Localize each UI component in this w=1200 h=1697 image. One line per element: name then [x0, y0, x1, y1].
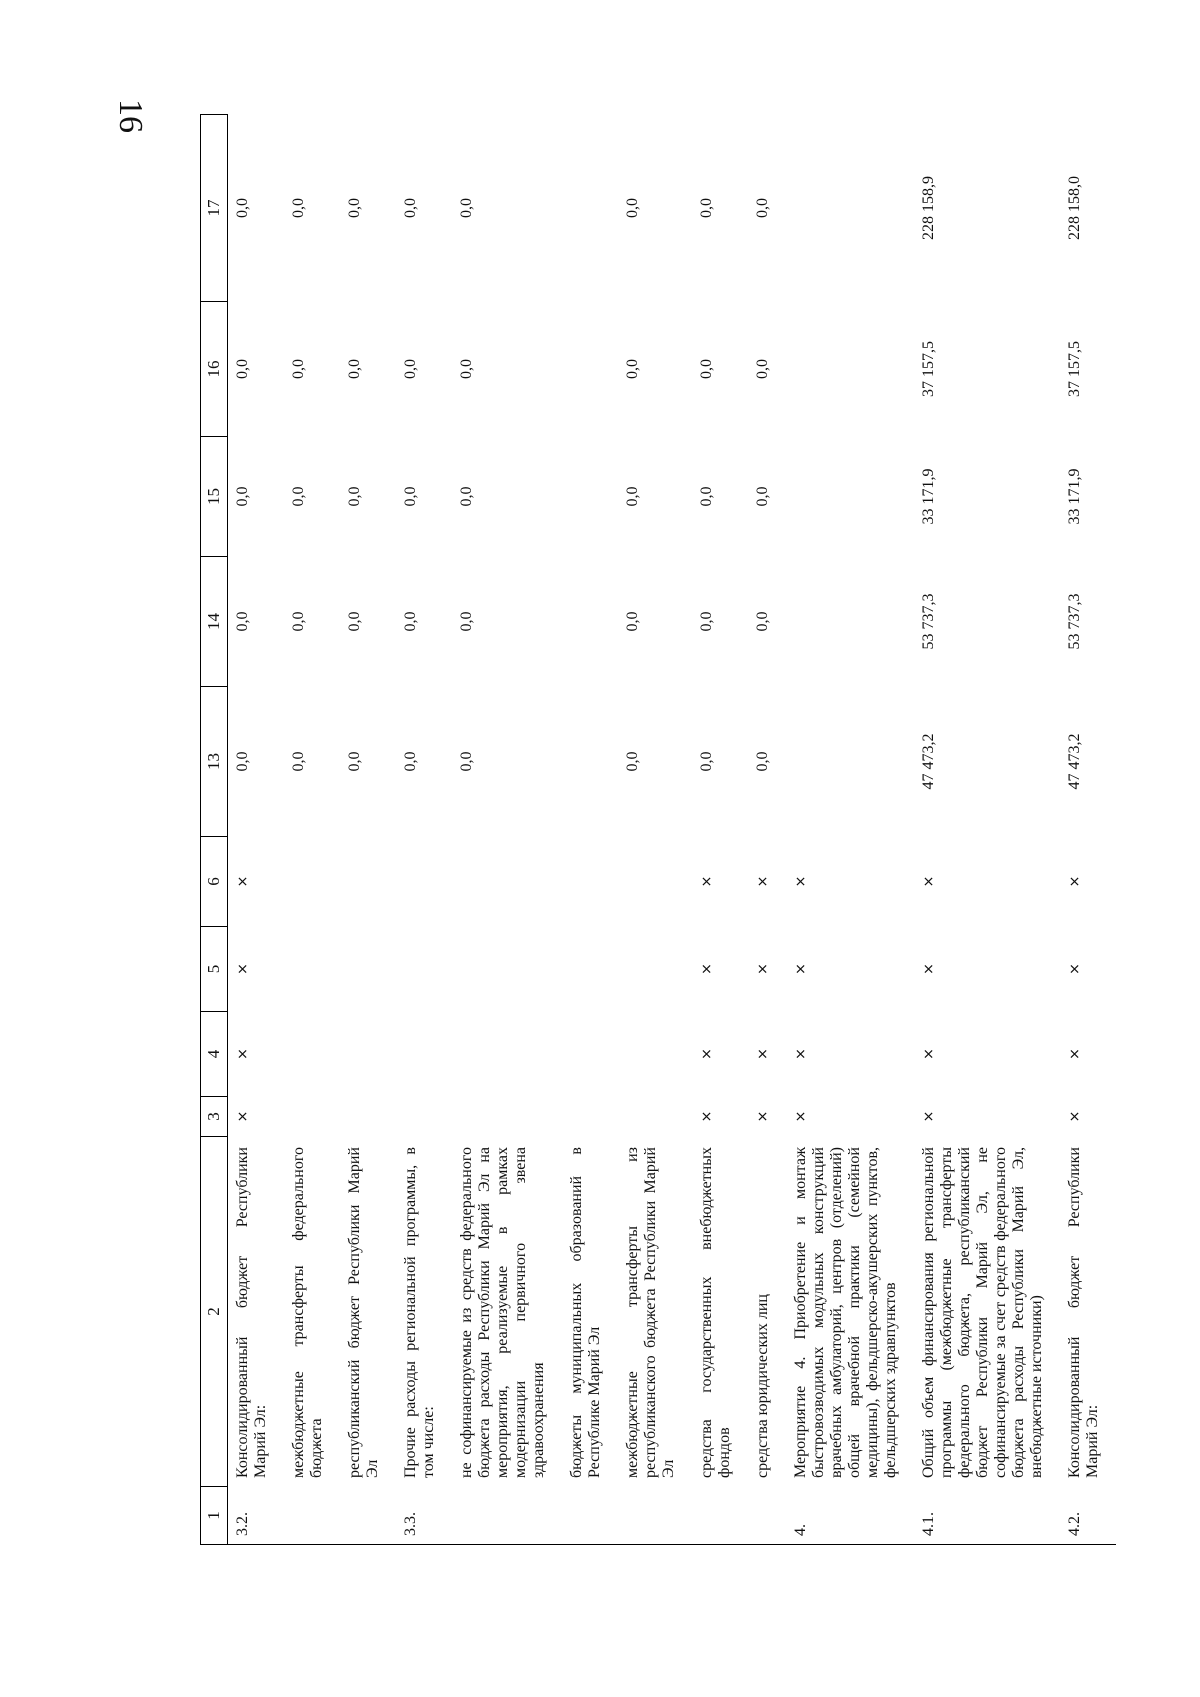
cell-c3: × [921, 1110, 937, 1123]
cell-c1: 3.3. [396, 1487, 452, 1545]
cell-c5: × [699, 963, 715, 975]
table-body [228, 115, 1117, 1545]
cell-c2: средства юридических лиц [754, 1294, 771, 1478]
cell-c13: 0,0 [290, 751, 307, 772]
cell-c14: 0,0 [234, 611, 251, 632]
cell-c17: 0,0 [234, 198, 251, 218]
cell-c4 [618, 1012, 692, 1097]
cell-c6: × [921, 875, 937, 888]
cell-c13: 0,0 [346, 751, 363, 772]
cell-c5: × [921, 963, 937, 975]
cell-c2: республиканский бюджет Республики Марий Эл [346, 1147, 381, 1478]
cell-c14: 0,0 [624, 611, 641, 632]
cell-c16: 37 157,5 [1066, 341, 1083, 397]
cell-c5: × [1067, 963, 1083, 975]
cell-c6 [340, 837, 396, 927]
table-row [562, 115, 618, 1545]
cell-c2: Мероприятие 4. Приобретение и монтаж быстровозводимых модульных конструкций врачебных амбулаторий, центров (отделений) общей врачебной практики (семейной медицины), фельдшерско-акушерских пунктов, фельдшерских здравпунктов [792, 1147, 899, 1478]
cell-c6 [562, 837, 618, 927]
cell-c3 [562, 1097, 618, 1137]
cell-c1 [562, 1487, 618, 1545]
table-row [786, 115, 914, 1545]
cell-c15: 33 171,9 [920, 468, 937, 525]
header-cell-6: 6 [201, 837, 228, 927]
cell-c2: Прочие расходы региональной программы, в том числе: [402, 1147, 437, 1478]
cell-c6 [618, 837, 692, 927]
cell-c1: 4.1. [914, 1487, 1060, 1545]
cell-c6 [396, 837, 452, 927]
cell-c17 [562, 115, 618, 302]
cell-c3 [396, 1097, 452, 1137]
cell-c4: × [1067, 1048, 1083, 1060]
cell-c14: 53 737,3 [1066, 593, 1083, 650]
cell-c16: 0,0 [402, 359, 419, 379]
cell-c1 [748, 1487, 786, 1545]
header-cell-1: 1 [201, 1487, 228, 1545]
table-row [914, 115, 1060, 1545]
cell-c17: 0,0 [754, 198, 771, 218]
cell-c5 [340, 927, 396, 1012]
cell-c13: 47 473,2 [920, 733, 937, 790]
cell-c14: 53 737,3 [920, 593, 937, 650]
cell-c13: 0,0 [234, 751, 251, 772]
cell-c2: межбюджетные трансферты федерального бюджета [290, 1147, 325, 1478]
cell-c5: × [755, 963, 771, 975]
cell-c3 [618, 1097, 692, 1137]
header-cell-3: 3 [201, 1097, 228, 1137]
cell-c14: 0,0 [754, 611, 771, 632]
cell-c3 [452, 1097, 562, 1137]
cell-c16: 0,0 [754, 359, 771, 379]
header-cell-4: 4 [201, 1012, 228, 1097]
header-cell-14: 14 [201, 557, 228, 687]
cell-c13: 47 473,2 [1066, 733, 1083, 790]
cell-c16 [786, 302, 914, 437]
header-cell-15: 15 [201, 437, 228, 557]
cell-c2: Консолидированный бюджет Республики Марий Эл: [1066, 1147, 1101, 1478]
header-cell-13: 13 [201, 687, 228, 837]
cell-c4 [452, 1012, 562, 1097]
cell-c4 [562, 1012, 618, 1097]
cell-c5: × [235, 963, 251, 975]
cell-c3: × [793, 1110, 809, 1123]
cell-c1: 4. [786, 1487, 914, 1545]
cell-c17: 228 158,0 [1066, 176, 1083, 240]
cell-c14: 0,0 [346, 611, 363, 632]
cell-c15: 0,0 [624, 486, 641, 507]
cell-c3 [340, 1097, 396, 1137]
header-cell-17: 17 [201, 115, 228, 302]
cell-c3: × [1067, 1110, 1083, 1123]
header-cell-5: 5 [201, 927, 228, 1012]
cell-c3 [284, 1097, 340, 1137]
cell-c2: не софинансируемые из средств федерального бюджета расходы Республики Марий Эл на мероприятия, реализуемые в рамках модернизации первичного звена здравоохранения [458, 1147, 547, 1478]
financing-table [200, 114, 1116, 1545]
cell-c17: 0,0 [346, 198, 363, 218]
cell-c15: 0,0 [290, 486, 307, 507]
cell-c5 [396, 927, 452, 1012]
cell-c2: средства государственных внебюджетных фондов [698, 1147, 733, 1478]
cell-c13 [562, 687, 618, 837]
cell-c15: 0,0 [402, 486, 419, 507]
table-row [618, 115, 692, 1545]
cell-c15: 33 171,9 [1066, 468, 1083, 525]
cell-c2: Общий объем финансирования региональной программы (межбюджетные трансферты федерального бюджета, республиканский бюджет Республики Марий Эл, не софинансируемые за счет средств федерального бюджета расходы Республики Марий Эл, внебюджетные источники) [920, 1147, 1045, 1478]
cell-c16: 0,0 [346, 359, 363, 379]
cell-c13: 0,0 [624, 751, 641, 772]
table-row [396, 115, 452, 1545]
cell-c4: × [755, 1048, 771, 1060]
cell-c14: 0,0 [290, 611, 307, 632]
cell-c15: 0,0 [754, 486, 771, 507]
cell-c2: Консолидированный бюджет Республики Марий Эл: [234, 1147, 269, 1478]
cell-c3: × [755, 1110, 771, 1123]
cell-c17: 0,0 [698, 198, 715, 218]
cell-c17 [786, 115, 914, 302]
table-row [748, 115, 786, 1545]
cell-c15: 0,0 [698, 486, 715, 507]
header-cell-2: 2 [201, 1137, 228, 1487]
cell-c2: межбюджетные трансферты из республиканского бюджета Республики Марий Эл [624, 1147, 677, 1478]
cell-c1: 4.2. [1060, 1487, 1116, 1545]
cell-c15: 0,0 [234, 486, 251, 507]
table-row [1060, 115, 1116, 1545]
cell-c4: × [793, 1048, 809, 1060]
cell-c15 [786, 437, 914, 557]
header-cell-16: 16 [201, 302, 228, 437]
cell-c16: 0,0 [290, 359, 307, 379]
cell-c6: × [793, 875, 809, 888]
table-row [228, 115, 285, 1545]
cell-c13: 0,0 [402, 751, 419, 772]
cell-c4: × [235, 1048, 251, 1060]
cell-c6: × [235, 875, 251, 888]
cell-c13: 0,0 [698, 751, 715, 772]
cell-c15 [562, 437, 618, 557]
table-row [340, 115, 396, 1545]
cell-c13 [786, 687, 914, 837]
cell-c16: 0,0 [234, 359, 251, 379]
cell-c4 [284, 1012, 340, 1097]
cell-c15: 0,0 [458, 486, 475, 507]
cell-c6: × [699, 875, 715, 888]
cell-c17: 0,0 [624, 198, 641, 218]
cell-c4 [340, 1012, 396, 1097]
cell-c16 [562, 302, 618, 437]
cell-c17: 0,0 [402, 198, 419, 218]
cell-c6: × [755, 875, 771, 888]
table-row [452, 115, 562, 1545]
cell-c5 [562, 927, 618, 1012]
cell-c16: 0,0 [698, 359, 715, 379]
cell-c16: 37 157,5 [920, 341, 937, 397]
rotated-table-frame [200, 115, 1101, 1545]
table-row [284, 115, 340, 1545]
cell-c4 [396, 1012, 452, 1097]
cell-c14 [786, 557, 914, 687]
cell-c5 [452, 927, 562, 1012]
cell-c13: 0,0 [754, 751, 771, 772]
cell-c3: × [235, 1110, 251, 1123]
cell-c17: 0,0 [290, 198, 307, 218]
cell-c5 [284, 927, 340, 1012]
cell-c6 [452, 837, 562, 927]
cell-c16: 0,0 [624, 359, 641, 379]
cell-c14: 0,0 [402, 611, 419, 632]
cell-c3: × [699, 1110, 715, 1123]
cell-c4: × [921, 1048, 937, 1060]
cell-c1 [452, 1487, 562, 1545]
cell-c2: бюджеты муниципальных образований в Республике Марий Эл [568, 1147, 603, 1478]
cell-c16: 0,0 [458, 359, 475, 379]
header-row [201, 115, 228, 1545]
cell-c1 [284, 1487, 340, 1545]
cell-c1 [692, 1487, 748, 1545]
cell-c17: 228 158,9 [920, 176, 937, 240]
cell-c14 [562, 557, 618, 687]
cell-c17: 0,0 [458, 198, 475, 218]
cell-c13: 0,0 [458, 751, 475, 772]
cell-c4: × [699, 1048, 715, 1060]
cell-c6 [284, 837, 340, 927]
cell-c5 [618, 927, 692, 1012]
cell-c14: 0,0 [458, 611, 475, 632]
table-row [692, 115, 748, 1545]
cell-c14: 0,0 [698, 611, 715, 632]
cell-c5: × [793, 963, 809, 975]
cell-c1 [618, 1487, 692, 1545]
cell-c15: 0,0 [346, 486, 363, 507]
cell-c6: × [1067, 875, 1083, 888]
cell-c1 [340, 1487, 396, 1545]
page-number: 16 [112, 99, 149, 133]
cell-c1: 3.2. [228, 1487, 285, 1545]
